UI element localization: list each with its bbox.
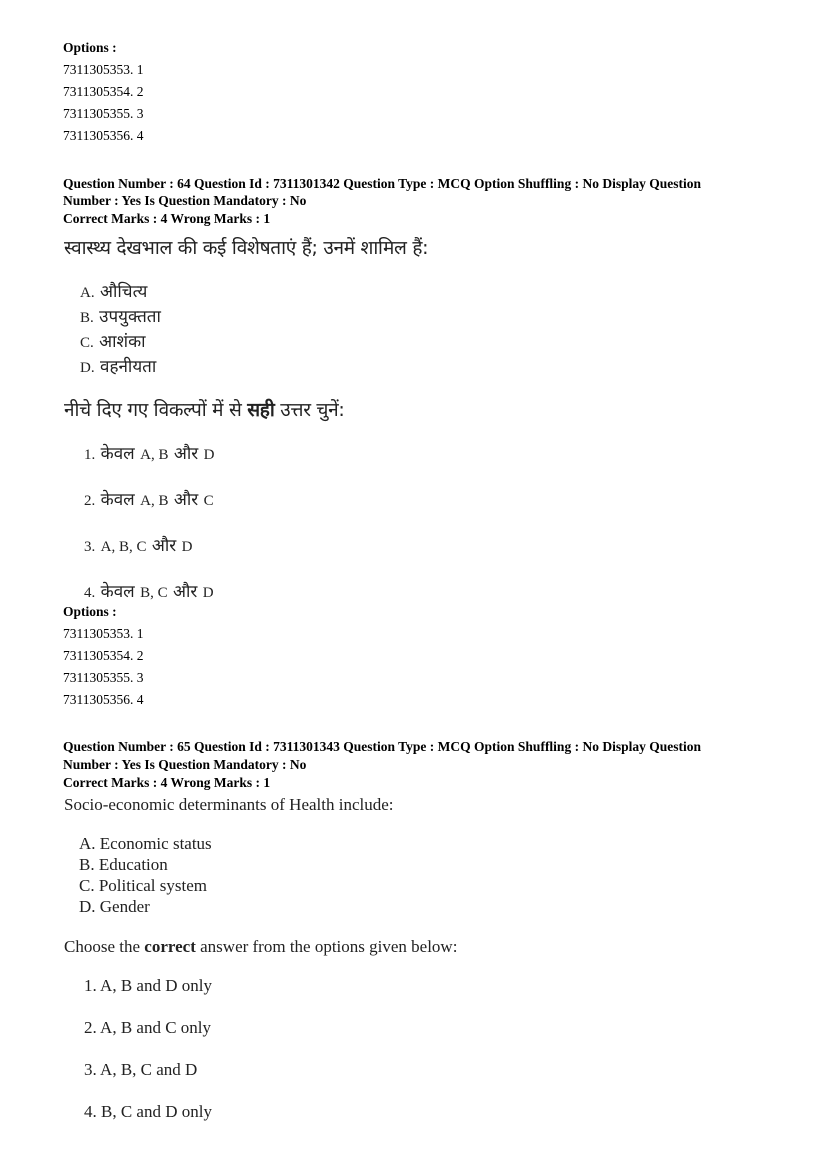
question-item: D. Gender bbox=[79, 897, 150, 916]
question-meta-line2: Number : Yes Is Question Mandatory : No bbox=[63, 193, 307, 208]
answer-choice: 3. A, B, C and D bbox=[84, 1060, 198, 1079]
question-marks: Correct Marks : 4 Wrong Marks : 1 bbox=[63, 775, 271, 790]
option-id: 7311305356. 4 bbox=[63, 128, 144, 143]
question-item: C. आशंका bbox=[80, 332, 146, 352]
question-item: A. औचित्य bbox=[80, 282, 148, 302]
options-label: Options : bbox=[63, 604, 117, 619]
answer-choice: 1. A, B and D only bbox=[84, 976, 212, 995]
question-item: D. वहनीयता bbox=[80, 357, 157, 377]
options-label: Options : bbox=[63, 40, 117, 55]
answer-choice: 4. केवल B, C और D bbox=[84, 582, 214, 602]
question-meta-line2: Number : Yes Is Question Mandatory : No bbox=[63, 757, 307, 772]
answer-choice: 2. A, B and C only bbox=[84, 1018, 212, 1037]
question-marks: Correct Marks : 4 Wrong Marks : 1 bbox=[63, 211, 271, 226]
option-id: 7311305355. 3 bbox=[63, 106, 144, 121]
instruction-text: Choose the correct answer from the options given below: bbox=[64, 937, 458, 956]
question-meta-line1: Question Number : 65 Question Id : 7311301343 Question Type : MCQ Option Shuffling : No Display Question bbox=[63, 739, 701, 754]
option-id: 7311305356. 4 bbox=[63, 692, 144, 707]
question-text: Socio-economic determinants of Health include: bbox=[64, 795, 394, 814]
question-item: C. Political system bbox=[79, 876, 207, 895]
option-id: 7311305355. 3 bbox=[63, 670, 144, 685]
option-id: 7311305354. 2 bbox=[63, 84, 144, 99]
question-item: A. Economic status bbox=[79, 834, 212, 853]
option-id: 7311305354. 2 bbox=[63, 648, 144, 663]
question-item: B. Education bbox=[79, 855, 168, 874]
option-id: 7311305353. 1 bbox=[63, 62, 144, 77]
answer-choice: 3. A, B, C और D bbox=[84, 536, 193, 556]
answer-choice: 2. केवल A, B और C bbox=[84, 490, 214, 510]
question-item: B. उपयुक्तता bbox=[80, 307, 161, 327]
option-id: 7311305353. 1 bbox=[63, 626, 144, 641]
answer-choice: 1. केवल A, B और D bbox=[84, 444, 215, 464]
answer-choice: 4. B, C and D only bbox=[84, 1102, 212, 1121]
question-meta-line1: Question Number : 64 Question Id : 7311301342 Question Type : MCQ Option Shuffling : No Display Question bbox=[63, 176, 701, 191]
instruction-text: नीचे दिए गए विकल्पों में से सही उत्तर चुनें: bbox=[64, 399, 345, 421]
question-text: स्वास्थ्य देखभाल की कई विशेषताएं हैं; उनमें शामिल हैं: bbox=[64, 237, 429, 259]
